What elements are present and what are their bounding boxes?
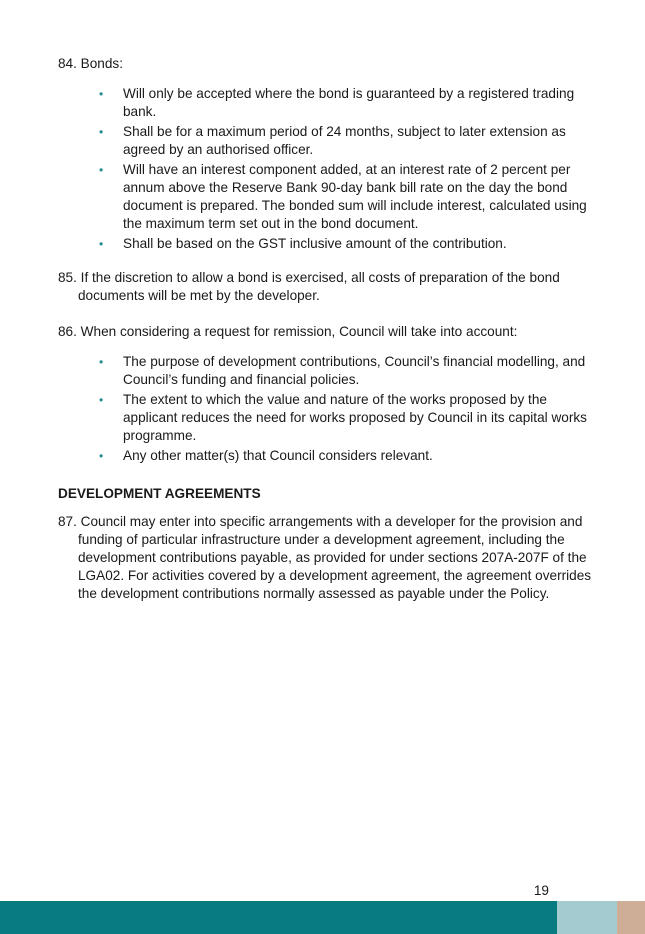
list-item: [99, 123, 598, 159]
bullet-icon: •: [99, 393, 104, 407]
page-number: 19: [533, 883, 549, 898]
section-heading: DEVELOPMENT AGREEMENTS: [58, 486, 261, 501]
bullet-text: The purpose of development contributions, Council’s financial modelling, and Council’s funding and financial policies.: [123, 354, 586, 387]
list-item: [99, 353, 598, 389]
list-item: [99, 235, 598, 253]
footer-teal-segment: [0, 901, 557, 934]
item-86-bullet-list: [58, 353, 598, 465]
bullet-icon: •: [99, 355, 104, 369]
bullet-text: Shall be based on the GST inclusive amount of the contribution.: [123, 236, 507, 251]
bullet-icon: •: [99, 87, 104, 101]
bullet-icon: •: [99, 125, 104, 139]
item-85-text: 85. If the discretion to allow a bond is exercised, all costs of preparation of the bond documents will be met by the developer.: [58, 270, 560, 303]
item-84-text: 84. Bonds:: [58, 56, 123, 71]
item-87-text: 87. Council may enter into specific arrangements with a developer for the provision and funding of particular infrastructure under a development agreement, including the development contributions payable, as provided for under sections 207A-207F of the LGA02. For activities covered by a development agreement, the agreement overrides the development contributions normally assessed as payable under the Policy.: [58, 514, 592, 601]
bullet-icon: •: [99, 449, 104, 463]
list-item: [99, 391, 598, 445]
bullet-text: Will have an interest component added, at an interest rate of 2 percent per annum above the Reserve Bank 90-day bank bill rate on the day the bond document is prepared. The bonded sum will include interest, calculated using the maximum term set out in the bond document.: [123, 162, 587, 231]
bullet-icon: •: [99, 237, 104, 251]
item-86-text: 86. When considering a request for remission, Council will take into account:: [58, 324, 518, 339]
bullet-text: Will only be accepted where the bond is guaranteed by a registered trading bank.: [123, 86, 575, 119]
list-item: [99, 161, 598, 233]
bullet-text: Any other matter(s) that Council considers relevant.: [123, 448, 433, 463]
item-84-bullet-list: [58, 85, 598, 253]
footer-color-bar: [0, 901, 645, 934]
list-item: [99, 447, 598, 465]
bullet-text: The extent to which the value and nature of the works proposed by the applicant reduces the need for works proposed by Council in its capital works programme.: [123, 392, 587, 443]
page-content: [58, 55, 598, 603]
bullet-icon: •: [99, 163, 104, 177]
bullet-text: Shall be for a maximum period of 24 months, subject to later extension as agreed by an authorised officer.: [123, 124, 566, 157]
footer-light-segment: [557, 901, 617, 934]
footer-tan-segment: [617, 901, 645, 934]
list-item: [99, 85, 598, 121]
